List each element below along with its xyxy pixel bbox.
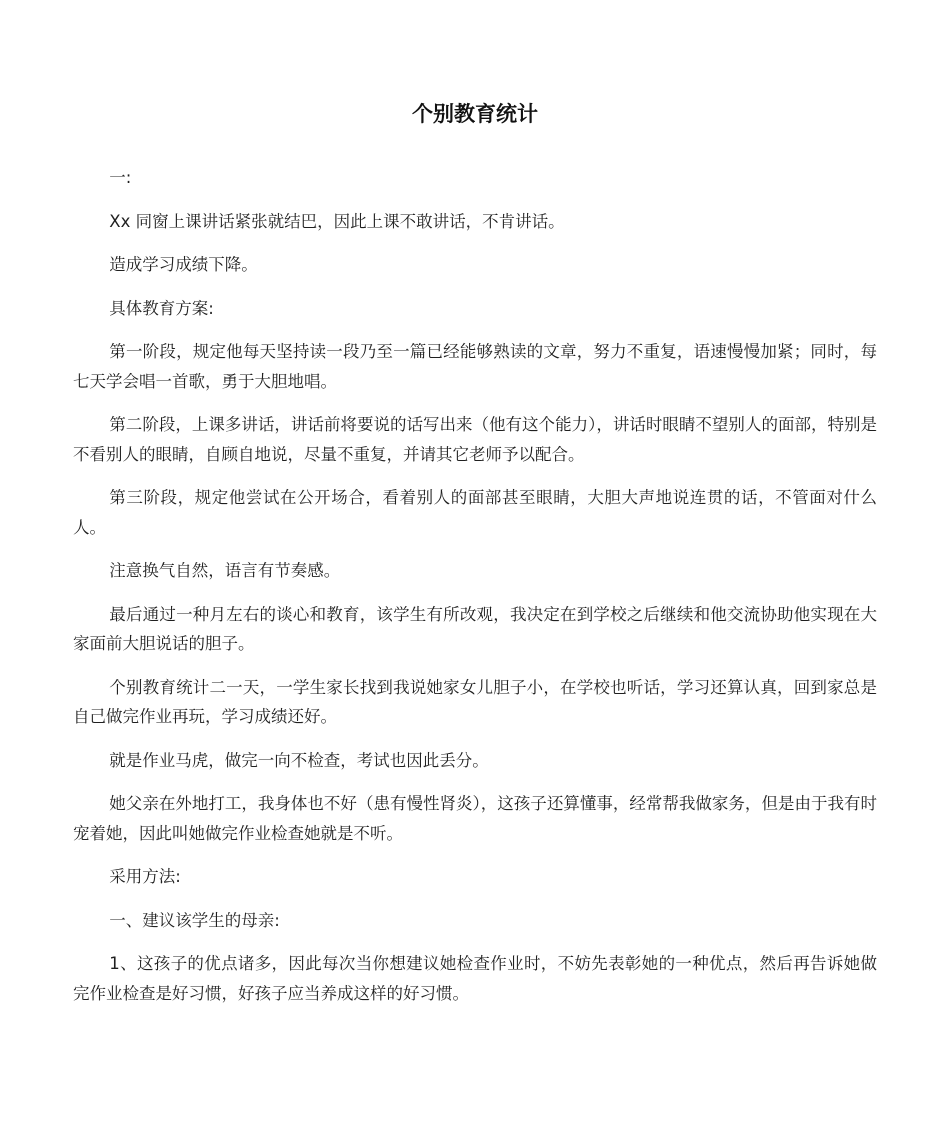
paragraph: 第一阶段，规定他每天坚持读一段乃至一篇已经能够熟读的文章，努力不重复，语速慢慢加紧；同时，每七天学会唱一首歌，勇于大胆地唱。 [73,342,877,391]
paragraph: 第三阶段，规定他尝试在公开场合，看着别人的面部甚至眼睛，大胆大声地说连贯的话，不管面对什么人。 [73,488,877,537]
paragraph: 第二阶段，上课多讲话，讲话前将要说的话写出来（他有这个能力），讲话时眼睛不望别人的面部，特别是不看别人的眼睛，自顾自地说，尽量不重复，并请其它老师予以配合。 [73,415,877,464]
paragraph: 具体教育方案: [109,298,214,318]
document-page [73,0,877,1022]
paragraph: 最后通过一种月左右的谈心和教育，该学生有所改观，我决定在到学校之后继续和他交流协助他实现在大家面前大胆说话的胆子。 [73,604,877,653]
paragraph: 一、建议该学生的母亲: [109,910,280,930]
paragraph: 她父亲在外地打工，我身体也不好（患有慢性肾炎），这孩子还算懂事，经常帮我做家务，但是由于我有时宠着她，因此叫她做完作业检查她就是不听。 [73,794,877,843]
paragraph: 就是作业马虎，做完一向不检查，考试也因此丢分。 [109,750,489,770]
paragraph: 造成学习成绩下降。 [109,255,258,274]
document-title: 个别教育统计 [412,102,538,126]
document-body [73,163,877,1008]
paragraph: 个别教育统计二一天，一学生家长找到我说她家女儿胆子小，在学校也听话，学习还算认真，回到家总是自己做完作业再玩，学习成绩还好。 [73,677,877,726]
paragraph: 1、这孩子的优点诸多，因此每次当你想建议她检查作业时，不妨先表彰她的一种优点，然后再告诉她做完作业检查是好习惯，好孩子应当养成这样的好习惯。 [73,954,877,1003]
paragraph: Xx 同窗上课讲话紧张就结巴，因此上课不敢讲话，不肯讲话。 [109,211,565,231]
paragraph: 采用方法: [109,867,181,886]
paragraph: 一: [109,168,132,187]
paragraph: 注意换气自然，语言有节奏感。 [109,561,341,580]
